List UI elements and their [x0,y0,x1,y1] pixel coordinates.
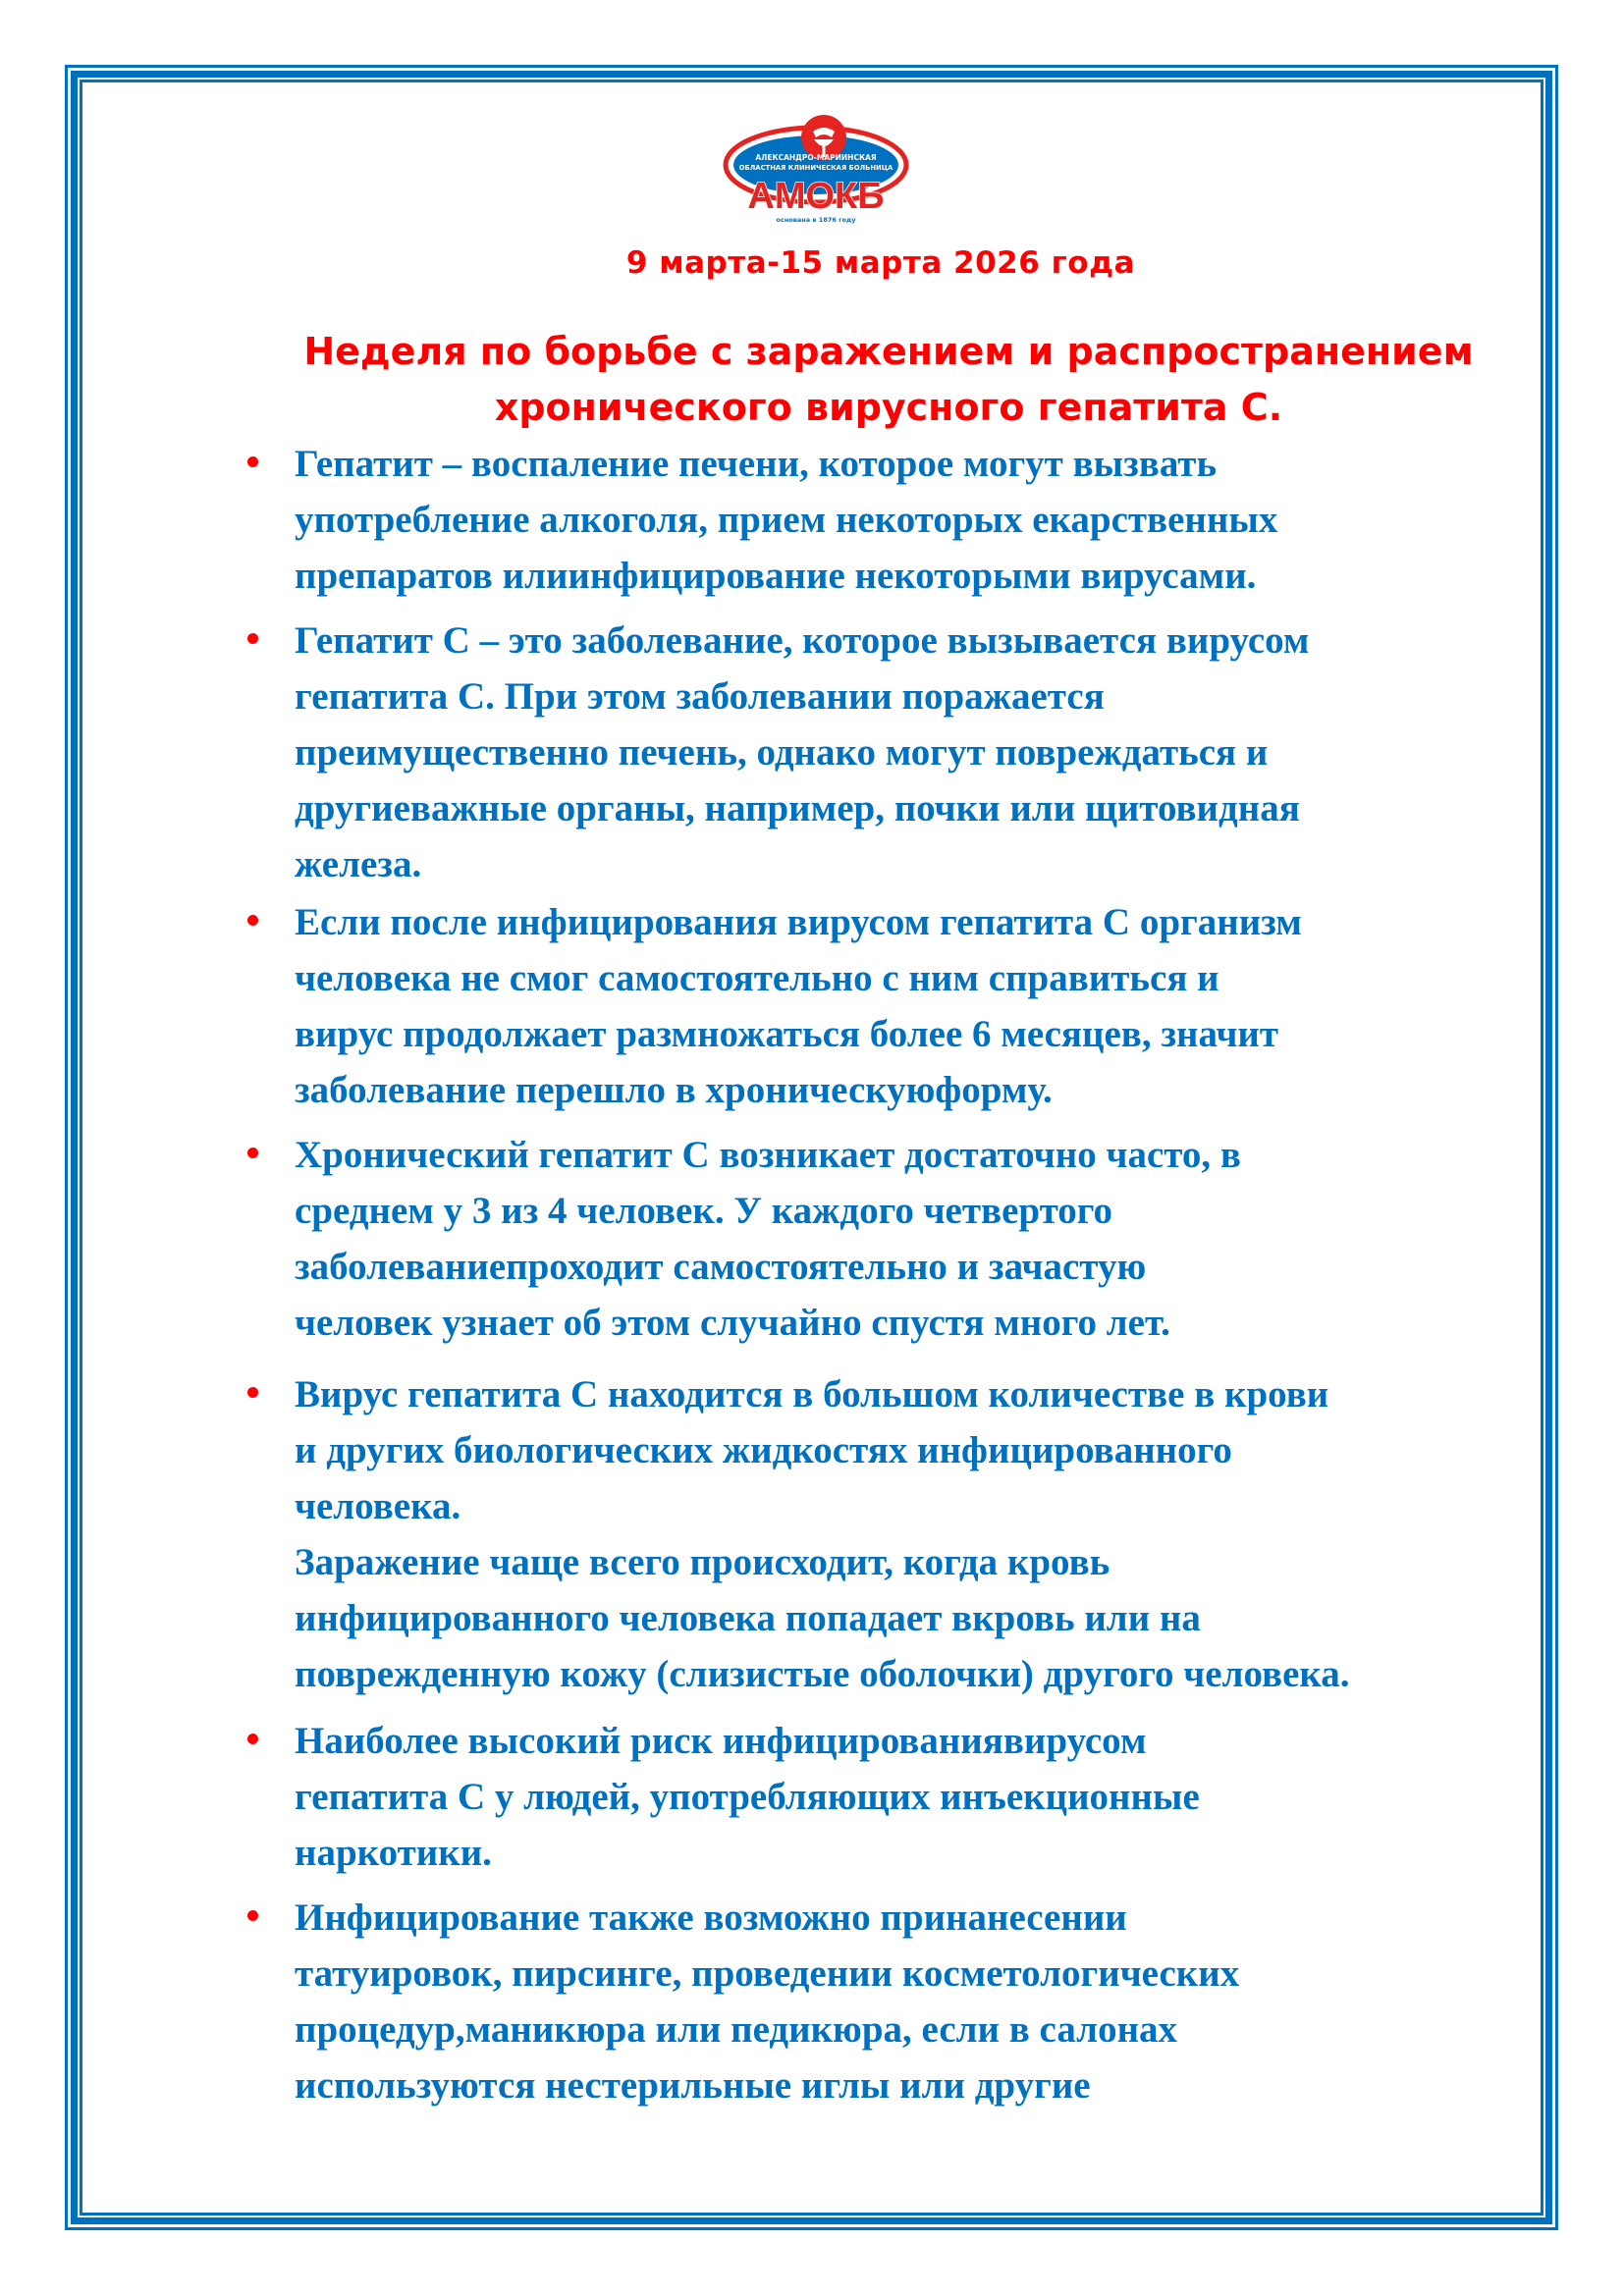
list-item-text-line: процедур,маникюра или педикюра, если в салонах [295,2008,1178,2051]
logo-founded-text: основана в 1876 году [776,216,856,224]
list-item-text-line: татуировок, пирсинге, проведении косметологических [295,1952,1240,1995]
list-item-text-line: гепатита С у людей, употребляющих инъекционные [295,1776,1200,1818]
list-item-text-line: преимущественно печень, однако могут повреждаться и [295,731,1269,774]
logo-text-line2: ОБЛАСТНАЯ КЛИНИЧЕСКАЯ БОЛЬНИЦА [738,164,893,172]
bullet-dot-icon [247,1387,258,1398]
logo-text-line1: АЛЕКСАНДРО-МАРИИНСКАЯ [755,153,877,162]
list-item-text-line: железа. [295,843,422,885]
list-item-text-line: препаратов илиинфицирование некоторыми вирусами. [295,555,1257,597]
logo-abbreviation: АМОКБ [747,176,885,217]
bullet-dot-icon [247,456,258,467]
bullet-dot-icon [247,1734,258,1744]
list-item-text-line: человека не смог самостоятельно с ним справиться и [295,957,1219,999]
title-line: Неделя по борьбе с заражением и распространением [303,330,1474,373]
list-item-text-line: Заражение чаще всего происходит, когда кровь [295,1541,1110,1583]
bullet-dot-icon [247,915,258,926]
list-item-text-line: заболеваниепроходит самостоятельно и зачастую [295,1246,1147,1288]
event-date: 9 марта-15 марта 2026 года [625,245,1136,281]
list-item-text-line: Гепатит С – это заболевание, которое вызывается вирусом [295,619,1310,662]
list-item-text-line: инфицированного человека попадает вкровь или на [295,1597,1201,1639]
list-item-text-line: среднем у 3 из 4 человек. У каждого четвертого [295,1190,1112,1232]
list-item-text-line: Хронический гепатит С возникает достаточно часто, в [295,1134,1241,1176]
list-item-text-line: Наиболее высокий риск инфицированиявирусом [295,1720,1147,1762]
list-item-text-line: человек узнает об этом случайно спустя много лет. [295,1302,1170,1344]
list-item-text-line: употребление алкоголя, прием некоторых екарственных [295,499,1278,541]
title-line: хронического вирусного гепатита С. [494,386,1283,429]
amokb-logo-graphic [723,114,909,228]
list-item-text-line: Если после инфицирования вирусом гепатита С организм [295,901,1302,943]
list-item-text-line: и других биологических жидкостях инфицированного [295,1429,1232,1471]
list-item-text-line: вирус продолжает размножаться более 6 месяцев, значит [295,1013,1279,1055]
list-item-text-line: другиеважные органы, например, почки или щитовидная [295,787,1300,829]
list-item-text-line: используются нестерильные иглы или другие [295,2064,1091,2107]
list-item-text-line: Инфицирование также возможно принанесении [295,1896,1127,1939]
bullet-dot-icon [247,1910,258,1921]
list-item-text-line: Вирус гепатита С находится в большом количестве в крови [295,1373,1329,1415]
list-item-text-line: гепатита С. При этом заболевании поражается [295,675,1105,718]
bullet-dot-icon [247,1148,258,1158]
list-item-text-line: наркотики. [295,1832,492,1874]
list-item-text-line: заболевание перешло в хроническуюформу. [295,1069,1053,1111]
bullet-dot-icon [247,633,258,644]
page-title [245,324,1532,436]
hospital-logo [723,114,909,228]
list-item-text-line: поврежденную кожу (слизистые оболочки) другого человека. [295,1653,1350,1695]
list-item-text-line: Гепатит – воспаление печени, которое могут вызвать [295,443,1218,485]
list-item-text-line: человека. [295,1485,461,1527]
